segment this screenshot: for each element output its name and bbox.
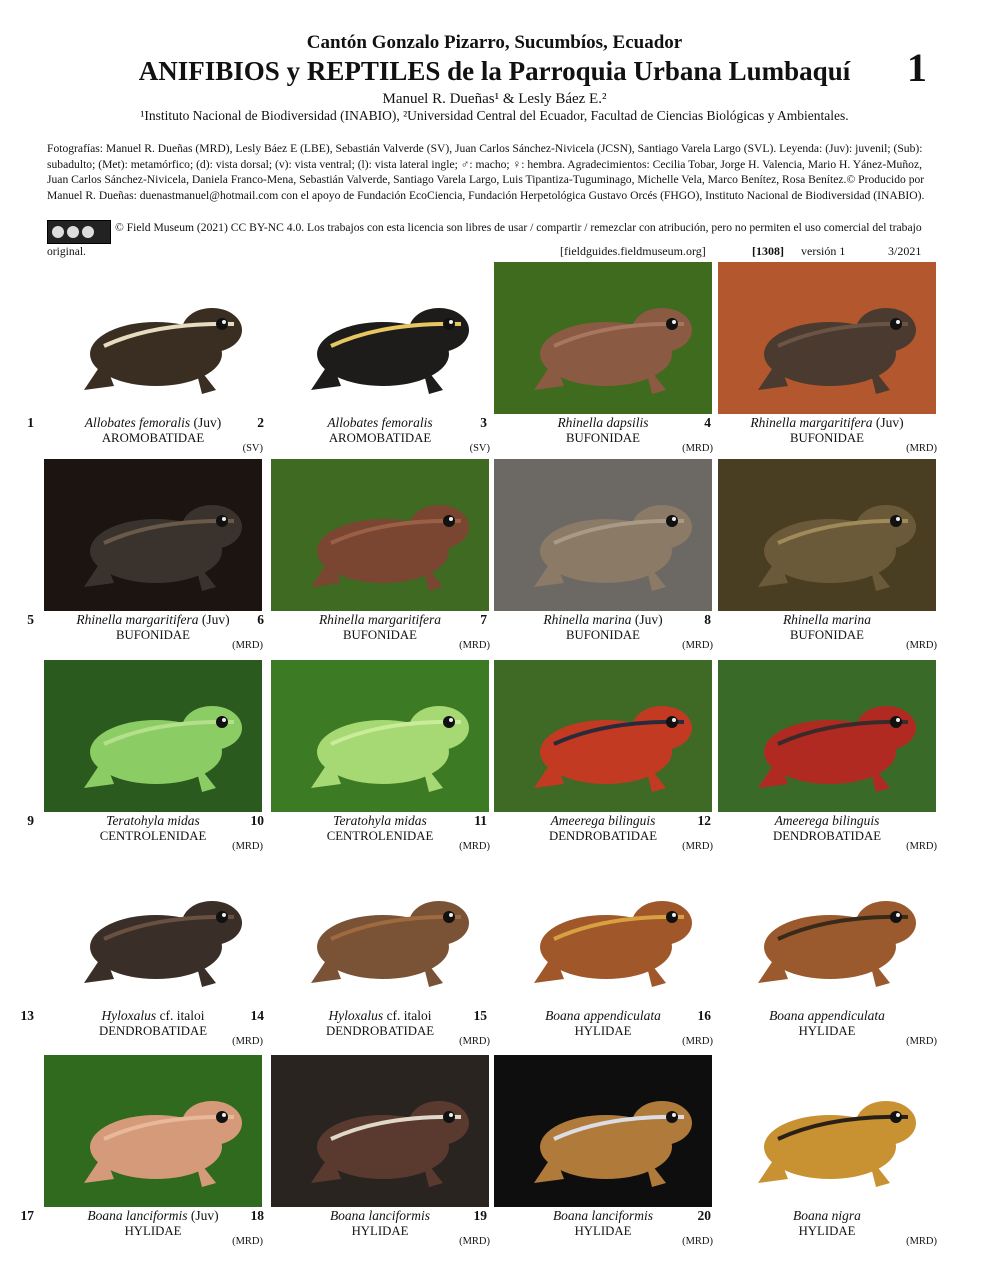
- species-binomial: Teratohyla midas: [106, 813, 200, 828]
- frog-head: [182, 505, 242, 549]
- frog-photo: [494, 262, 712, 414]
- species-card: [473, 855, 713, 1047]
- species-number: 1: [27, 415, 34, 430]
- species-family: AROMOBATIDAE: [101, 431, 205, 445]
- frog-photo: [271, 855, 489, 1007]
- species-number: 14: [250, 1008, 264, 1023]
- species-card: [27, 459, 263, 651]
- frog-eye-highlight: [896, 320, 900, 324]
- frog-eye: [216, 318, 228, 330]
- affiliations: ¹Instituto Nacional de Biodiversidad (INABIO), ²Universidad Central del Ecuador, Facultad de Ciencias Biológicas y Ambientales.: [140, 108, 849, 123]
- frog-eye-highlight: [222, 913, 226, 917]
- species-binomial: Rhinella margaritifera: [76, 612, 199, 627]
- frog-head: [182, 308, 242, 352]
- species-family: DENDROBATIDAE: [548, 829, 658, 843]
- frog-eye: [666, 716, 678, 728]
- species-name: [494, 1208, 712, 1224]
- photo-credit: (MRD): [682, 640, 713, 651]
- species-name: [718, 813, 936, 829]
- species-card: [250, 1055, 490, 1247]
- frog-eye-highlight: [222, 718, 226, 722]
- frog-photo: [44, 262, 262, 414]
- frog-photo: [718, 855, 936, 1007]
- species-name: [271, 612, 489, 628]
- frog-eye: [890, 716, 902, 728]
- frog-illustration: [494, 262, 712, 414]
- species-card: [20, 855, 263, 1047]
- species-family: DENDROBATIDAE: [772, 829, 882, 843]
- photo-credit: (MRD): [906, 1236, 937, 1247]
- species-binomial: Teratohyla midas: [333, 813, 427, 828]
- species-family: HYLIDAE: [574, 1224, 632, 1238]
- frog-head: [409, 1101, 469, 1145]
- species-binomial: Hyloxalus: [328, 1008, 384, 1023]
- frog-head: [182, 1101, 242, 1145]
- species-card: [474, 660, 713, 852]
- species-binomial: Boana appendiculata: [545, 1008, 661, 1023]
- photo-credit: (MRD): [459, 640, 490, 651]
- species-family: BUFONIDAE: [790, 628, 864, 642]
- photo-credit: (MRD): [232, 841, 263, 852]
- frog-eye: [666, 515, 678, 527]
- species-name: [718, 1008, 936, 1024]
- species-name: [44, 612, 262, 628]
- frog-photo: [271, 1055, 489, 1207]
- species-family: HYLIDAE: [798, 1224, 856, 1238]
- species-qualifier: cf. italoi: [156, 1008, 205, 1023]
- frog-photo: [44, 855, 262, 1007]
- photo-credit: (MRD): [906, 640, 937, 651]
- species-card: [480, 459, 713, 651]
- species-number: 2: [257, 415, 264, 430]
- frog-eye-highlight: [449, 1113, 453, 1117]
- species-number: 13: [20, 1008, 34, 1023]
- page-number: 1: [907, 45, 927, 90]
- frog-eye-highlight: [222, 1113, 226, 1117]
- species-family: DENDROBATIDAE: [98, 1024, 208, 1038]
- species-card: [480, 262, 713, 454]
- frog-eye: [666, 318, 678, 330]
- photo-credit: (MRD): [682, 443, 713, 454]
- species-name: [718, 415, 936, 431]
- frog-illustration: [271, 1055, 489, 1207]
- license-text: © Field Museum (2021) CC BY-NC 4.0. Los trabajos con esta licencia son libres de usar / compartir / remezclar con atribución, pero no permiten el uso comercial del trabajo original.: [47, 221, 922, 258]
- photo-credits: Fotografías: Manuel R. Dueñas (MRD), Lesly Báez E (LBE), Sebastián Valverde (SV), Juan Carlos Sánchez-Nivicela (JCSN), Santiago Varela Largo (SVL). Leyenda: (Juv): juvenil; (Sub): subadulto; (Met): metamórfico; (d): vista dorsal; (v): vista ventral; (l): vista lateral ingle; ♂: macho; ♀: hembra. Agradecimientos: Cecilia Tobar, Jorge H. Valencia, Mario H. Yánez-Muñoz, Juan Carlos Sánchez-Nivicela, Daniela Franco-Mena, Sebastián Valverde, Santiago Varela Largo, Luis Tipantiza-Tuguminago, Michelle Vela, Marco Benítez, Rosa Benítez.© Producido por Manuel R. Dueñas: duenastmanuel@hotmail.com con el apoyo de Fundación EcoCiencia, Fundación Herpetológica Gustavo Orcés (FHGO), Instituto Nacional de Biodiversidad (INABIO).: [47, 142, 925, 202]
- frog-eye: [216, 911, 228, 923]
- species-name: [271, 1208, 489, 1224]
- guide-code: [1308]: [752, 244, 784, 258]
- frog-photo: [494, 459, 712, 611]
- photo-credit: (MRD): [459, 1036, 490, 1047]
- species-binomial: Rhinella marina: [543, 612, 632, 627]
- species-binomial: Allobates femoralis: [84, 415, 191, 430]
- species-family: DENDROBATIDAE: [325, 1024, 435, 1038]
- species-family: HYLIDAE: [574, 1024, 632, 1038]
- photo-credit: (MRD): [682, 1236, 713, 1247]
- frog-illustration: [44, 459, 262, 611]
- frog-head: [409, 706, 469, 750]
- species-card: [250, 855, 490, 1047]
- frog-eye: [890, 318, 902, 330]
- species-name: [271, 813, 489, 829]
- species-binomial: Rhinella marina: [782, 612, 872, 627]
- species-binomial: Rhinella margaritifera: [750, 415, 873, 430]
- species-family: CENTROLENIDAE: [326, 829, 434, 843]
- species-binomial: Boana nigra: [793, 1208, 861, 1223]
- frog-head: [856, 1101, 916, 1145]
- cc-license-icon: [47, 220, 111, 244]
- frog-eye-highlight: [672, 913, 676, 917]
- species-binomial: Allobates femoralis: [327, 415, 433, 430]
- frog-head: [856, 308, 916, 352]
- species-card: [250, 660, 490, 852]
- frog-eye: [666, 1111, 678, 1123]
- species-number: 15: [473, 1008, 487, 1023]
- species-family: BUFONIDAE: [566, 431, 640, 445]
- species-card: [697, 660, 937, 852]
- frog-head: [409, 505, 469, 549]
- frog-head: [632, 505, 692, 549]
- photo-credit: (SV): [469, 443, 490, 454]
- species-name: [718, 1208, 936, 1224]
- species-number: 17: [20, 1208, 34, 1223]
- photo-credit: (MRD): [906, 1036, 937, 1047]
- frog-photo: [718, 459, 936, 611]
- species-card: [20, 1055, 263, 1247]
- species-number: 9: [27, 813, 34, 828]
- frog-eye: [890, 1111, 902, 1123]
- frog-eye-highlight: [672, 320, 676, 324]
- photo-credit: (MRD): [232, 640, 263, 651]
- frog-eye: [443, 515, 455, 527]
- frog-head: [856, 505, 916, 549]
- species-family: CENTROLENIDAE: [99, 829, 207, 843]
- species-qualifier: (Juv): [631, 612, 663, 627]
- species-binomial: Ameerega bilinguis: [550, 813, 656, 828]
- species-number: 20: [697, 1208, 711, 1223]
- frog-illustration: [271, 855, 489, 1007]
- frog-illustration: [271, 660, 489, 812]
- frog-eye-highlight: [672, 1113, 676, 1117]
- frog-eye-highlight: [222, 517, 226, 521]
- frog-eye-highlight: [449, 913, 453, 917]
- frog-illustration: [494, 459, 712, 611]
- page-title: ANIFIBIOS y REPTILES de la Parroquia Urbana Lumbaquí: [138, 56, 851, 86]
- species-family: HYLIDAE: [798, 1024, 856, 1038]
- frog-eye: [216, 716, 228, 728]
- species-card: [704, 459, 937, 651]
- guide-date: 3/2021: [888, 244, 922, 258]
- frog-illustration: [494, 1055, 712, 1207]
- frog-head: [632, 901, 692, 945]
- frog-illustration: [718, 855, 936, 1007]
- frog-eye-highlight: [896, 1113, 900, 1117]
- species-name: [494, 415, 712, 431]
- site-link[interactable]: [fieldguides.fieldmuseum.org]: [560, 244, 706, 258]
- species-binomial: Boana lanciformis: [552, 1208, 654, 1223]
- photo-credit: (MRD): [682, 841, 713, 852]
- species-binomial: Ameerega bilinguis: [774, 813, 880, 828]
- species-name: [494, 612, 712, 628]
- location-heading: Cantón Gonzalo Pizarro, Sucumbíos, Ecuador: [306, 32, 683, 53]
- frog-illustration: [494, 855, 712, 1007]
- species-number: 16: [697, 1008, 711, 1023]
- frog-eye: [443, 716, 455, 728]
- photo-credit: (MRD): [232, 1036, 263, 1047]
- frog-illustration: [44, 660, 262, 812]
- frog-illustration: [44, 262, 262, 414]
- species-binomial: Rhinella margaritifera: [318, 612, 442, 627]
- frog-eye: [890, 911, 902, 923]
- frog-photo: [494, 855, 712, 1007]
- authors: Manuel R. Dueñas¹ & Lesly Báez E.²: [382, 91, 607, 107]
- species-family: HYLIDAE: [351, 1224, 409, 1238]
- photo-credit: (MRD): [232, 1236, 263, 1247]
- species-binomial: Boana appendiculata: [769, 1008, 885, 1023]
- species-number: 19: [473, 1208, 487, 1223]
- species-name: [44, 1208, 262, 1224]
- species-card: [257, 262, 490, 454]
- species-family: BUFONIDAE: [566, 628, 640, 642]
- species-number: 5: [27, 612, 34, 627]
- photo-credit: (MRD): [906, 443, 937, 454]
- species-family: BUFONIDAE: [790, 431, 864, 445]
- species-number: 10: [250, 813, 264, 828]
- frog-eye-highlight: [449, 517, 453, 521]
- photo-credit: (MRD): [459, 1236, 490, 1247]
- frog-photo: [44, 1055, 262, 1207]
- frog-illustration: [718, 1055, 936, 1207]
- species-card: [697, 1055, 937, 1247]
- frog-eye: [666, 911, 678, 923]
- frog-photo: [494, 660, 712, 812]
- frog-illustration: [271, 459, 489, 611]
- guide-version: versión 1: [801, 244, 846, 258]
- frog-illustration: [718, 459, 936, 611]
- frog-eye-highlight: [896, 718, 900, 722]
- species-binomial: Boana lanciformis: [87, 1208, 188, 1223]
- frog-photo: [718, 262, 936, 414]
- species-binomial: Hyloxalus: [101, 1008, 157, 1023]
- species-card: [697, 855, 937, 1047]
- frog-eye: [443, 911, 455, 923]
- species-family: BUFONIDAE: [116, 628, 190, 642]
- frog-photo: [44, 459, 262, 611]
- species-name: [494, 813, 712, 829]
- species-number: 6: [257, 612, 264, 627]
- frog-photo: [718, 660, 936, 812]
- species-number: 11: [474, 813, 487, 828]
- species-name: [494, 1008, 712, 1024]
- frog-photo: [718, 1055, 936, 1207]
- frog-head: [182, 706, 242, 750]
- frog-illustration: [718, 660, 936, 812]
- frog-eye-highlight: [672, 517, 676, 521]
- frog-eye: [443, 318, 455, 330]
- frog-photo: [271, 660, 489, 812]
- frog-illustration: [718, 262, 936, 414]
- species-binomial: Rhinella dapsilis: [557, 415, 649, 430]
- species-family: AROMOBATIDAE: [328, 431, 432, 445]
- species-number: 3: [480, 415, 487, 430]
- species-binomial: Boana lanciformis: [329, 1208, 431, 1223]
- frog-photo: [271, 262, 489, 414]
- species-qualifier: (Juv): [190, 415, 222, 430]
- photo-credit: (MRD): [682, 1036, 713, 1047]
- species-name: [271, 1008, 489, 1024]
- species-qualifier: cf. italoi: [383, 1008, 432, 1023]
- photo-credit: (MRD): [906, 841, 937, 852]
- frog-illustration: [44, 1055, 262, 1207]
- species-card: [257, 459, 490, 651]
- species-name: [271, 415, 489, 431]
- species-qualifier: (Juv): [198, 612, 230, 627]
- species-qualifier: (Juv): [187, 1208, 219, 1223]
- frog-eye: [216, 1111, 228, 1123]
- frog-photo: [494, 1055, 712, 1207]
- frog-eye: [216, 515, 228, 527]
- frog-eye-highlight: [896, 913, 900, 917]
- species-qualifier: (Juv): [872, 415, 904, 430]
- species-number: 4: [704, 415, 711, 430]
- frog-eye-highlight: [449, 718, 453, 722]
- frog-head: [856, 706, 916, 750]
- photo-credit: (MRD): [459, 841, 490, 852]
- species-number: 12: [697, 813, 711, 828]
- species-number: 18: [250, 1208, 264, 1223]
- species-family: BUFONIDAE: [343, 628, 417, 642]
- frog-illustration: [494, 660, 712, 812]
- species-name: [44, 813, 262, 829]
- frog-illustration: [271, 262, 489, 414]
- species-number: 8: [704, 612, 711, 627]
- frog-head: [856, 901, 916, 945]
- frog-photo: [271, 459, 489, 611]
- species-name: [718, 612, 936, 628]
- frog-photo: [44, 660, 262, 812]
- frog-eye-highlight: [449, 320, 453, 324]
- species-name: [44, 415, 262, 431]
- frog-head: [182, 901, 242, 945]
- species-card: [27, 262, 263, 454]
- species-name: [44, 1008, 262, 1024]
- species-card: [27, 660, 263, 852]
- frog-head: [409, 308, 469, 352]
- frog-head: [409, 901, 469, 945]
- frog-eye: [443, 1111, 455, 1123]
- frog-illustration: [44, 855, 262, 1007]
- frog-head: [632, 308, 692, 352]
- photo-credit: (SV): [242, 443, 263, 454]
- frog-head: [632, 706, 692, 750]
- species-family: HYLIDAE: [124, 1224, 182, 1238]
- frog-head: [632, 1101, 692, 1145]
- frog-eye-highlight: [896, 517, 900, 521]
- frog-eye: [890, 515, 902, 527]
- species-card: [473, 1055, 713, 1247]
- species-number: 7: [480, 612, 487, 627]
- frog-eye-highlight: [672, 718, 676, 722]
- species-card: [704, 262, 937, 454]
- frog-eye-highlight: [222, 320, 226, 324]
